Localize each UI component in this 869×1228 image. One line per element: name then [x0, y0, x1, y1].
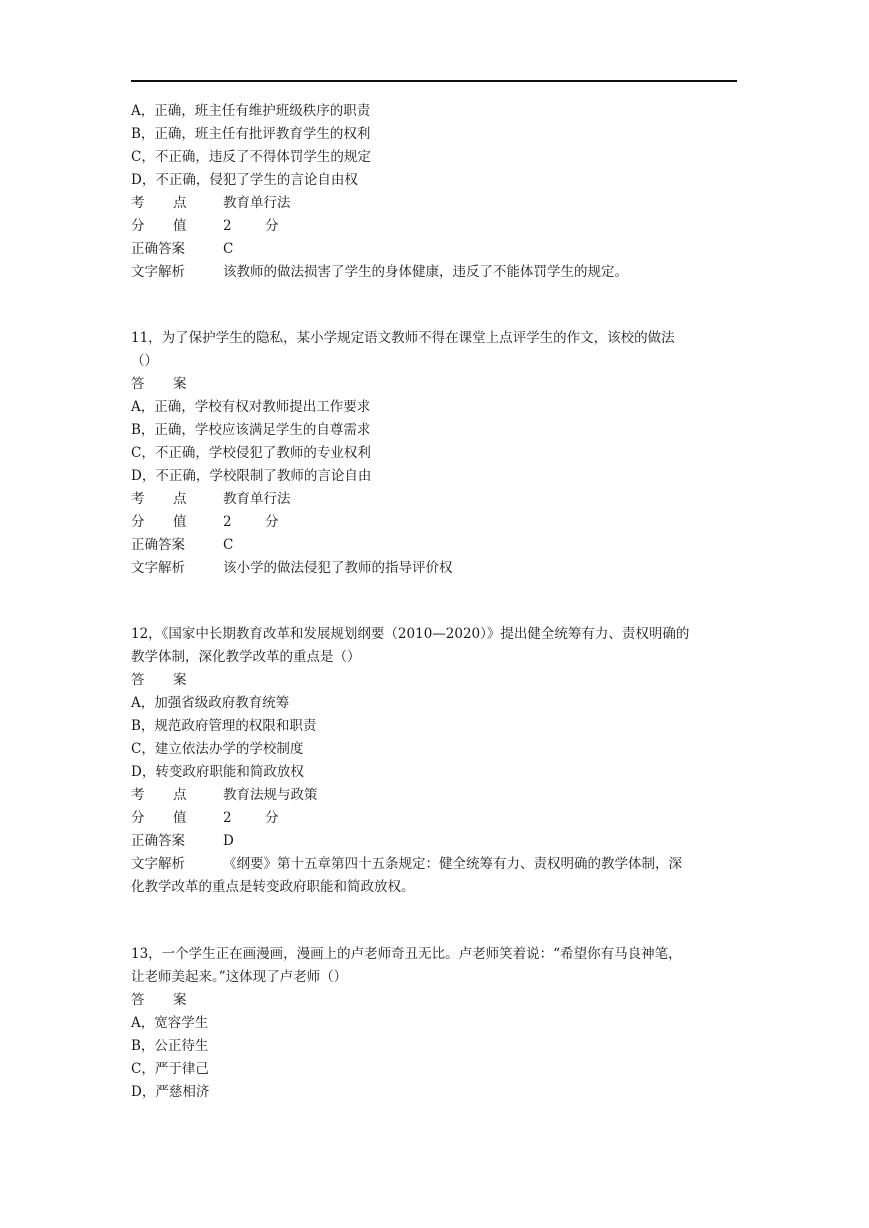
- answer-label-1: 答: [131, 672, 145, 688]
- option-b: B，正确，学校应该满足学生的自尊需求: [131, 422, 371, 438]
- analysis-row: [131, 261, 721, 284]
- fenzhi-label-2: 值: [173, 218, 187, 234]
- fen-unit: 分: [265, 514, 279, 530]
- option-b: B，正确，班主任有批评教育学生的权利: [131, 126, 371, 142]
- fenzhi-row: [131, 511, 721, 534]
- fenzhi-label-1: 分: [131, 514, 145, 530]
- kaodian-label-2: 点: [173, 195, 187, 211]
- correct-answer-row: [131, 830, 721, 853]
- fenzhi-value: 2: [223, 218, 232, 234]
- header-rule: [131, 80, 737, 82]
- question-block-11: [131, 327, 721, 580]
- option-a: A，宽容学生: [131, 1015, 209, 1031]
- question-text-line2: （）: [131, 353, 158, 369]
- fen-unit: 分: [265, 218, 279, 234]
- answer-label-row: [131, 373, 721, 396]
- question-text-line1: 12，《国家中长期教育改革和发展规划纲要（2010—2020）》提出健全统筹有力、责权明确的: [131, 626, 690, 642]
- fenzhi-label-2: 值: [173, 810, 187, 826]
- answer-label-2: 案: [173, 672, 187, 688]
- option-b: B，公正待生: [131, 1038, 209, 1054]
- option-a: A，正确，班主任有维护班级秩序的职责: [131, 103, 371, 119]
- answer-label-row: [131, 989, 721, 1012]
- option-c: C，建立依法办学的学校制度: [131, 741, 304, 757]
- answer-label-row: [131, 669, 721, 692]
- correct-answer-row: [131, 534, 721, 557]
- analysis-label: 文字解析: [131, 264, 185, 280]
- option-c: C，不正确，违反了不得体罚学生的规定: [131, 149, 371, 165]
- correct-answer-value: C: [223, 241, 234, 257]
- correct-answer-row: [131, 238, 721, 261]
- document-body: [131, 100, 721, 1104]
- answer-label-2: 案: [173, 992, 187, 1008]
- kaodian-row: [131, 784, 721, 807]
- answer-label-2: 案: [173, 376, 187, 392]
- option-d: D，严慈相济: [131, 1084, 210, 1100]
- analysis-text: 该小学的做法侵犯了教师的指导评价权: [223, 560, 453, 576]
- fenzhi-value: 2: [223, 810, 232, 826]
- fenzhi-value: 2: [223, 514, 232, 530]
- kaodian-value: 教育单行法: [223, 491, 291, 507]
- option-a: A，正确，学校有权对教师提出工作要求: [131, 399, 371, 415]
- question-text-line1: 11，为了保护学生的隐私，某小学规定语文教师不得在课堂上点评学生的作文，该校的做法: [131, 330, 675, 346]
- fenzhi-row: [131, 215, 721, 238]
- correct-answer-label: 正确答案: [131, 241, 185, 257]
- question-block-10: [131, 100, 721, 284]
- fen-unit: 分: [265, 810, 279, 826]
- option-d: D，不正确，侵犯了学生的言论自由权: [131, 172, 358, 188]
- fenzhi-label-1: 分: [131, 810, 145, 826]
- kaodian-label-1: 考: [131, 787, 145, 803]
- question-text-line2: 教学体制，深化教学改革的重点是（）: [131, 649, 361, 665]
- fenzhi-row: [131, 807, 721, 830]
- analysis-text-line1: 《纲要》第十五章第四十五条规定：健全统筹有力、责权明确的教学体制，深: [223, 856, 682, 872]
- fenzhi-label-1: 分: [131, 218, 145, 234]
- answer-label-1: 答: [131, 376, 145, 392]
- answer-label-1: 答: [131, 992, 145, 1008]
- kaodian-label-2: 点: [173, 491, 187, 507]
- correct-answer-value: C: [223, 537, 234, 553]
- kaodian-row: [131, 488, 721, 511]
- analysis-text: 该教师的做法损害了学生的身体健康，违反了不能体罚学生的规定。: [223, 264, 628, 280]
- question-text-line1: 13，一个学生正在画漫画，漫画上的卢老师奇丑无比。卢老师笑着说：“希望你有马良神笔，: [131, 946, 682, 962]
- kaodian-value: 教育法规与政策: [223, 787, 318, 803]
- question-text-line2: 让老师美起来。”这体现了卢老师（）: [131, 969, 348, 985]
- fenzhi-label-2: 值: [173, 514, 187, 530]
- option-d: D，转变政府职能和简政放权: [131, 764, 304, 780]
- question-block-13: [131, 943, 721, 1104]
- analysis-row: [131, 557, 721, 580]
- analysis-label: 文字解析: [131, 560, 185, 576]
- kaodian-label-2: 点: [173, 787, 187, 803]
- analysis-label: 文字解析: [131, 856, 185, 872]
- kaodian-label-1: 考: [131, 195, 145, 211]
- kaodian-value: 教育单行法: [223, 195, 291, 211]
- option-d: D，不正确，学校限制了教师的言论自由: [131, 468, 372, 484]
- correct-answer-label: 正确答案: [131, 537, 185, 553]
- analysis-row: [131, 853, 721, 876]
- kaodian-row: [131, 192, 721, 215]
- analysis-text-line2: 化教学改革的重点是转变政府职能和简政放权。: [131, 879, 415, 895]
- option-c: C，严于律己: [131, 1061, 209, 1077]
- kaodian-label-1: 考: [131, 491, 145, 507]
- option-b: B，规范政府管理的权限和职责: [131, 718, 317, 734]
- option-c: C，不正确，学校侵犯了教师的专业权利: [131, 445, 371, 461]
- correct-answer-label: 正确答案: [131, 833, 185, 849]
- question-block-12: [131, 623, 721, 899]
- correct-answer-value: D: [223, 833, 234, 849]
- option-a: A，加强省级政府教育统筹: [131, 695, 290, 711]
